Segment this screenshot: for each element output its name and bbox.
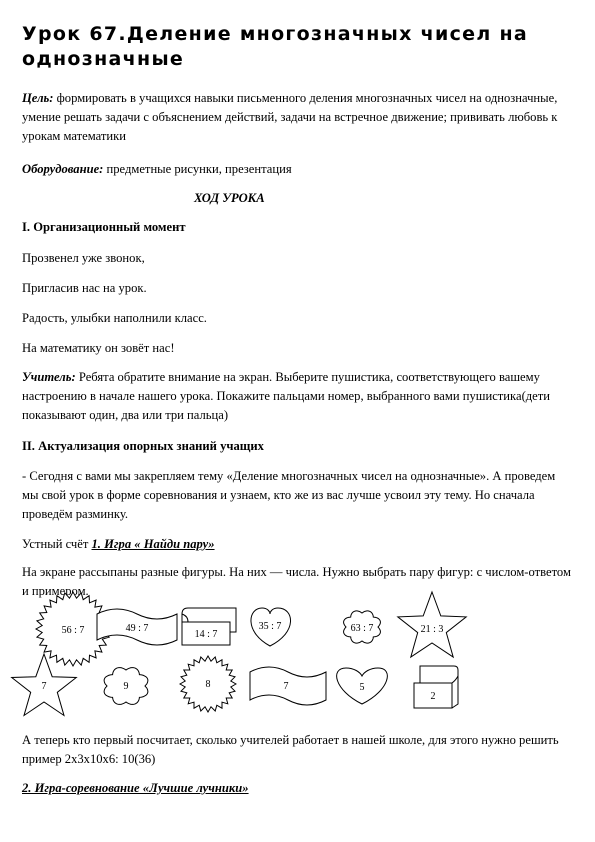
equipment-text: предметные рисунки, презентация	[103, 162, 292, 176]
game-1-title: 1. Игра « Найди пару»	[91, 537, 215, 551]
heart-shape	[251, 608, 291, 646]
heart-shape	[337, 668, 388, 704]
section-1-heading: I. Организационный момент	[22, 220, 186, 234]
section-2-heading: II. Актуализация опорных знаний учащих	[22, 439, 264, 453]
flower-shape	[104, 668, 148, 705]
teachers-count-paragraph: А теперь кто первый посчитает, сколько учителей работает в нашей школе, для этого нужно решить пример 2х3х10х6: 10(36)	[22, 733, 559, 766]
poem-line: Радость, улыбки наполнили класс.	[22, 311, 207, 325]
shape-label: 9	[123, 681, 129, 692]
shape-label: 5	[359, 682, 365, 693]
wave-flag-shape	[250, 667, 326, 705]
lesson-title: Урок 67.Деление многозначных чисел на однозначные	[22, 23, 529, 70]
poem-line: На математику он зовёт нас!	[22, 341, 175, 355]
poem-line: Пригласив нас на урок.	[22, 281, 147, 295]
teacher-text: Ребята обратите внимание на экран. Выберите пушистика, соответствующего вашему настроению в начале нашего урока. Покажите пальцами номер, выбранного вами пушистика(дети показывают один, два или три пальца)	[22, 370, 551, 422]
equipment-label: Оборудование:	[22, 162, 104, 176]
game-description: На экране рассыпаны разные фигуры. На них — числа. Нужно выбрать пару фигур: с числом-ответом и примером.	[22, 565, 571, 598]
shape-label: 7	[283, 681, 289, 692]
starburst-shape	[180, 656, 236, 712]
shape-label: 2	[430, 691, 436, 702]
teacher-label: Учитель:	[22, 370, 76, 384]
lesson-heading: ХОД УРОКА	[194, 191, 265, 205]
flower-shape	[344, 611, 381, 643]
shape-label: 35 : 7	[258, 621, 282, 632]
poem-line: Прозвенел уже звонок,	[22, 251, 145, 265]
shape-label: 8	[205, 679, 211, 690]
wave-flag-shape	[97, 609, 177, 645]
shape-label: 49 : 7	[125, 623, 149, 634]
scroll-shape	[182, 608, 236, 645]
shape-label: 14 : 7	[194, 629, 218, 640]
goal-text: формировать в учащихся навыки письменного деления многозначных чисел на однозначные, умение решать задачи с объяснением действий, задачи на встречное движение; прививать любовь к урокам математики	[22, 91, 558, 143]
scroll-shape	[414, 666, 458, 708]
shape-label: 21 : 3	[420, 624, 444, 635]
oral-count-label: Устный счёт	[22, 537, 92, 551]
intro-paragraph: - Сегодня с вами мы закрепляем тему «Деление многозначных чисел на однозначные». А проведем мы свой урок в форме соревнования и узнаем, кто же из вас лучше усвоил эту тему. Но сначала проведём разминку.	[22, 469, 556, 521]
goal-label: Цель:	[22, 91, 54, 105]
shape-label: 56 : 7	[61, 625, 85, 636]
shape-label: 7	[41, 681, 47, 692]
game-2-title: 2. Игра-соревнование «Лучшие лучники»	[22, 781, 249, 795]
shape-label: 63 : 7	[350, 623, 374, 634]
star-shape	[398, 592, 466, 657]
